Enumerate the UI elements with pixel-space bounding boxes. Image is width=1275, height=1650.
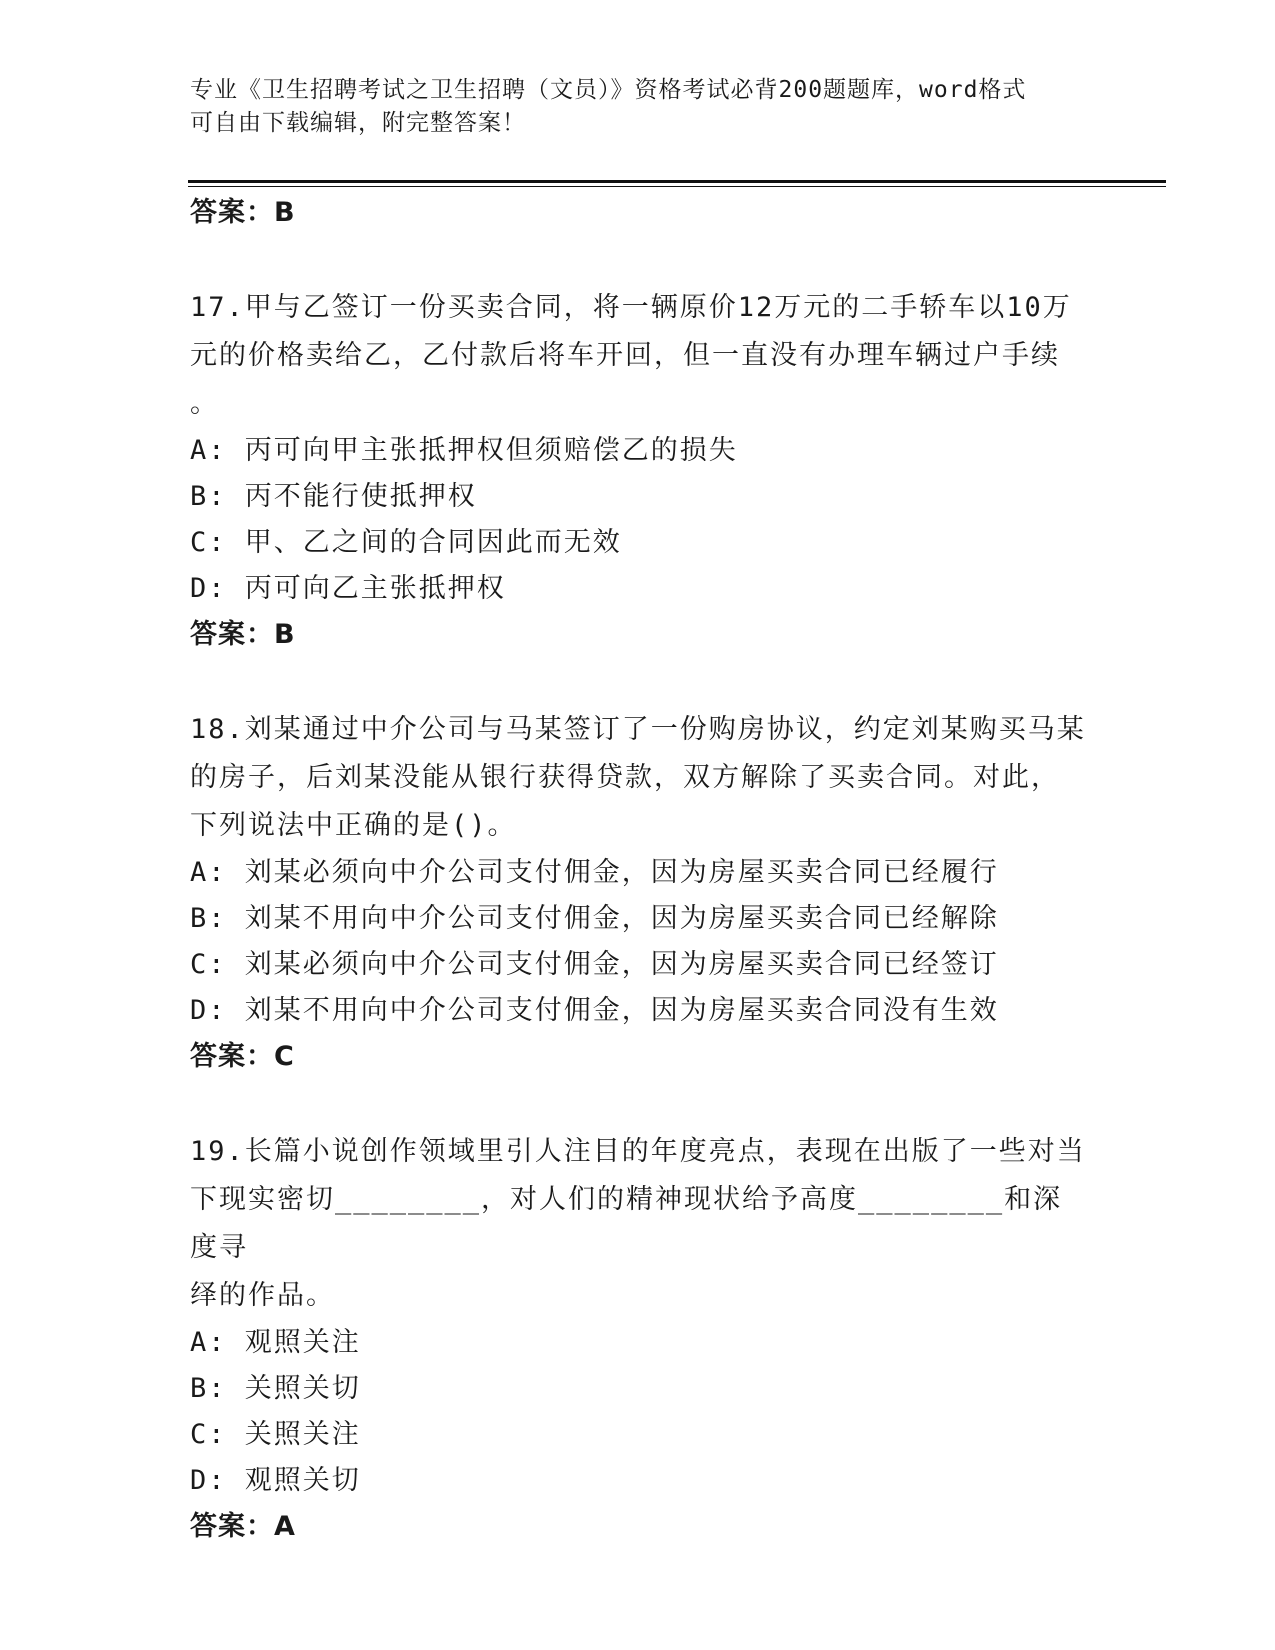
stem-line: 下列说法中正确的是()。 (190, 810, 517, 841)
header-divider-thin (188, 186, 1166, 187)
option-a: A: 观照关注 (190, 1327, 361, 1358)
option-c: C: 关照关注 (190, 1419, 361, 1450)
question-19 (190, 1128, 1090, 1550)
question-18 (190, 706, 1090, 1080)
option-a: A: 刘某必须向中介公司支付佣金，因为房屋买卖合同已经履行 (190, 857, 999, 888)
option-b: B: 刘某不用向中介公司支付佣金，因为房屋买卖合同已经解除 (190, 903, 999, 934)
stem-line: 17.甲与乙签订一份买卖合同，将一辆原价12万元的二手轿车以10万 (190, 292, 1072, 323)
stem-line: 18.刘某通过中介公司与马某签订了一份购房协议，约定刘某购买马某 (190, 714, 1086, 745)
option-d: D: 丙可向乙主张抵押权 (190, 573, 506, 604)
question-stem (190, 706, 1090, 850)
answer: 答案：A (190, 1511, 296, 1542)
option-b: B: 丙不能行使抵押权 (190, 481, 477, 512)
option-c: C: 甲、乙之间的合同因此而无效 (190, 527, 622, 558)
question-17 (190, 284, 1090, 658)
option-a: A: 丙可向甲主张抵押权但须赔偿乙的损失 (190, 435, 738, 466)
option-d: D: 观照关切 (190, 1465, 361, 1496)
option-b: B: 关照关切 (190, 1373, 361, 1404)
stem-line: 19.长篇小说创作领域里引人注目的年度亮点，表现在出版了一些对当 (190, 1136, 1086, 1167)
document-header (190, 74, 1090, 140)
question-list (190, 190, 1090, 1550)
question-stem (190, 1128, 1090, 1320)
option-c: C: 刘某必须向中介公司支付佣金，因为房屋买卖合同已经签订 (190, 949, 999, 980)
stem-line: 下现实密切________，对人们的精神现状给予高度________和深度寻 (190, 1184, 1063, 1263)
stem-line: 。 (190, 388, 219, 419)
stem-line: 元的价格卖给乙，乙付款后将车开回，但一直没有办理车辆过户手续 (190, 340, 1060, 371)
stem-line: 绎的作品。 (190, 1280, 335, 1311)
stem-line: 的房子，后刘某没能从银行获得贷款，双方解除了买卖合同。对此， (190, 762, 1060, 793)
question-stem (190, 284, 1090, 428)
header-line-2: 可自由下载编辑，附完整答案！ (190, 110, 526, 136)
answer: 答案：C (190, 1041, 295, 1072)
previous-answer: 答案：B (190, 197, 296, 228)
answer: 答案：B (190, 619, 296, 650)
header-divider-thick (188, 180, 1166, 183)
option-d: D: 刘某不用向中介公司支付佣金，因为房屋买卖合同没有生效 (190, 995, 999, 1026)
header-line-1: 专业《卫生招聘考试之卫生招聘（文员）》资格考试必背200题题库，word格式 (190, 77, 1027, 103)
